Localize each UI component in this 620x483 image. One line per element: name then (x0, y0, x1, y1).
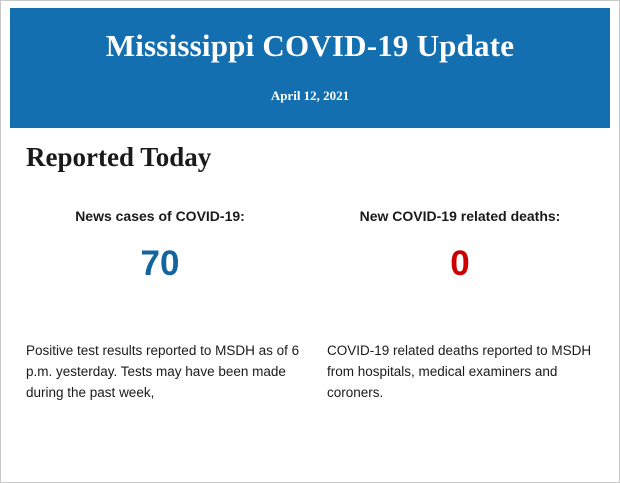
notes-row (10, 340, 610, 403)
stat-new-deaths (310, 208, 610, 284)
stat-new-cases (10, 208, 310, 284)
stats-row (10, 208, 610, 284)
stat-value-new-deaths: 0 (450, 244, 470, 283)
report-date: April 12, 2021 (270, 88, 350, 103)
header-banner (10, 8, 610, 128)
stat-value-new-cases: 70 (140, 244, 180, 283)
stat-label-new-cases: News cases of COVID-19: (75, 208, 245, 224)
section-heading-reported-today: Reported Today (26, 142, 212, 172)
stat-label-new-deaths: New COVID-19 related deaths: (359, 208, 561, 224)
page-title: Mississippi COVID-19 Update (105, 28, 515, 63)
note-new-deaths: COVID-19 related deaths reported to MSDH from hospitals, medical examiners and coroners. (327, 343, 592, 400)
note-new-cases: Positive test results reported to MSDH as of 6 p.m. yesterday. Tests may have been made during the past week, (26, 343, 300, 400)
